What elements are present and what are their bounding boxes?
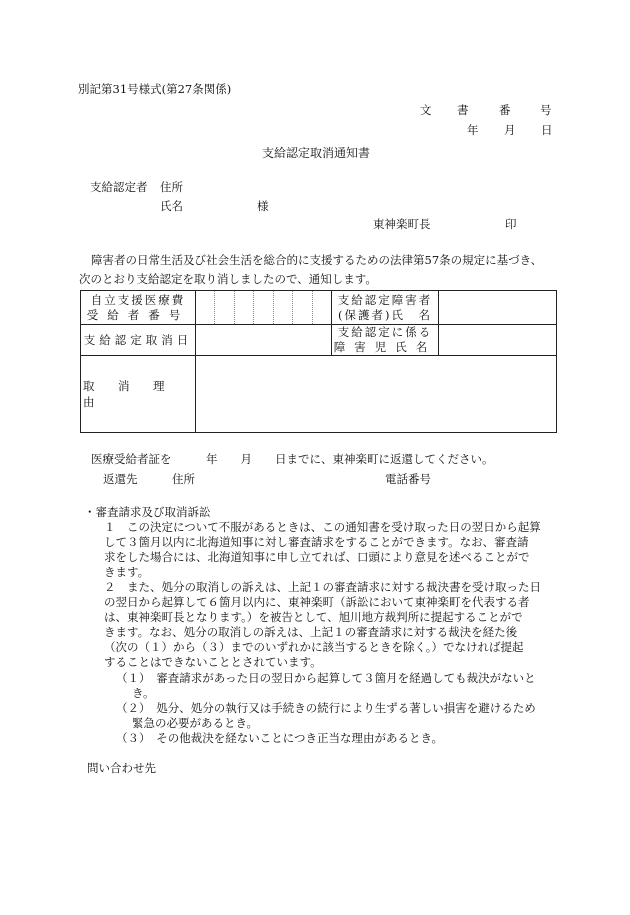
doc-number-char: 号 <box>540 103 552 117</box>
table-label: 支給認定取消日 <box>83 332 193 347</box>
intro-line: 次のとおり支給認定を取り消しましたので、通知します。 <box>79 272 377 286</box>
appeal-text: して３箇月以内に北海道知事に対し審査請求をすることができます。なお、審査請 <box>104 535 529 549</box>
recipient-number-field[interactable] <box>196 291 332 325</box>
appeal-item: （２） 処分、処分の執行又は手続きの続行により生ずる著しい損害を避けるため <box>116 701 536 715</box>
seal-mark: 印 <box>505 217 517 231</box>
return-address-label: 住所 <box>172 472 195 486</box>
reason-char: 由 <box>83 395 95 409</box>
revocation-reason-field[interactable] <box>196 356 557 433</box>
appeal-text: ２ また、処分の取消しの訴えは、上記１の審査請求に対する裁決書を受け取った日 <box>104 580 541 594</box>
revocation-table <box>80 290 557 433</box>
appeal-text: （次の（１）から（３）までのいずれかに該当するときを除く。）でなければ提起 <box>104 640 524 654</box>
return-destination-label: 返還先 <box>103 472 138 486</box>
reason-char: 取 <box>83 379 95 393</box>
recipient-name-label-cell <box>332 291 439 325</box>
appeal-item: （３） その他裁決を経ないことにつき正当な理由があるとき。 <box>116 731 444 745</box>
appeal-text: は、東神楽町長となります。）を被告として、旭川地方裁判所に提起することがで <box>104 610 523 624</box>
revocation-date-label-cell <box>81 325 196 356</box>
date-char: 月 <box>504 123 516 137</box>
return-phone-label: 電話番号 <box>385 472 431 486</box>
table-label: 受給者番号 <box>86 307 190 322</box>
recipient-number-label-cell <box>81 291 196 325</box>
appeal-heading: ・審査請求及び取消訴訟 <box>84 505 211 519</box>
recipient-name-field[interactable] <box>439 291 557 325</box>
addressee-label: 支給認定者 <box>90 180 148 194</box>
appeal-text: きます。 <box>104 565 150 579</box>
contact-label: 問い合わせ先 <box>87 761 156 775</box>
document-title: 支給認定取消通知書 <box>262 146 371 160</box>
appeal-text: することはできないこととされています。 <box>104 655 322 669</box>
appeal-text: １ この決定について不服があるときは、この通知書を受け取った日の翌日から起算 <box>104 520 541 534</box>
table-label: 支給認定障害者 <box>337 292 433 307</box>
revocation-reason-label-cell <box>81 356 196 433</box>
reason-char: 理 <box>153 379 165 393</box>
honorific: 様 <box>257 199 269 213</box>
name-label: 氏名 <box>160 199 183 213</box>
appeal-item: （１） 審査請求があった日の翌日から起算して３箇月を経過しても裁決がないと <box>116 671 536 685</box>
revocation-date-field[interactable] <box>196 325 332 356</box>
table-label: (保護者)氏 名 <box>338 307 432 322</box>
appeal-text: きます。なお、処分の取消しの訴えは、上記１の審査請求に対する裁決を経た後 <box>104 625 518 639</box>
appeal-text: 求をした場合には、北海道知事に申し立てれば、口頭により意見を述べることがで <box>104 550 530 564</box>
form-label: 別記第31号様式(第27条関係) <box>78 82 232 96</box>
table-label: 自立支援医療費 <box>90 292 186 307</box>
table-label: 障害児氏名 <box>333 340 437 354</box>
date-label <box>467 123 553 138</box>
child-name-field[interactable] <box>439 325 557 356</box>
document-number-label <box>420 103 552 118</box>
return-instruction: 医療受給者証を 年 月 日までに、東神楽町に返還してください。 <box>91 452 494 466</box>
child-name-label-cell <box>332 325 439 356</box>
address-label: 住所 <box>160 180 183 194</box>
date-char: 日 <box>541 123 553 137</box>
doc-number-char: 番 <box>499 103 511 117</box>
appeal-text: の翌日から起算して６箇月以内に、東神楽町（訴訟において東神楽町を代表する者 <box>104 595 530 609</box>
appeal-item: き。 <box>132 686 155 700</box>
date-char: 年 <box>467 123 479 137</box>
doc-number-char: 書 <box>457 103 469 117</box>
reason-char: 消 <box>118 379 130 393</box>
appeal-item: 緊急の必要があるとき。 <box>132 716 259 730</box>
intro-line: 障害者の日常生活及び社会生活を総合的に支援するための法律第57条の規定に基づき、 <box>91 253 543 267</box>
issuer-name: 東神楽町長 <box>373 217 431 231</box>
doc-number-char: 文 <box>420 103 432 117</box>
table-label: 支給認定に係る <box>337 325 433 339</box>
